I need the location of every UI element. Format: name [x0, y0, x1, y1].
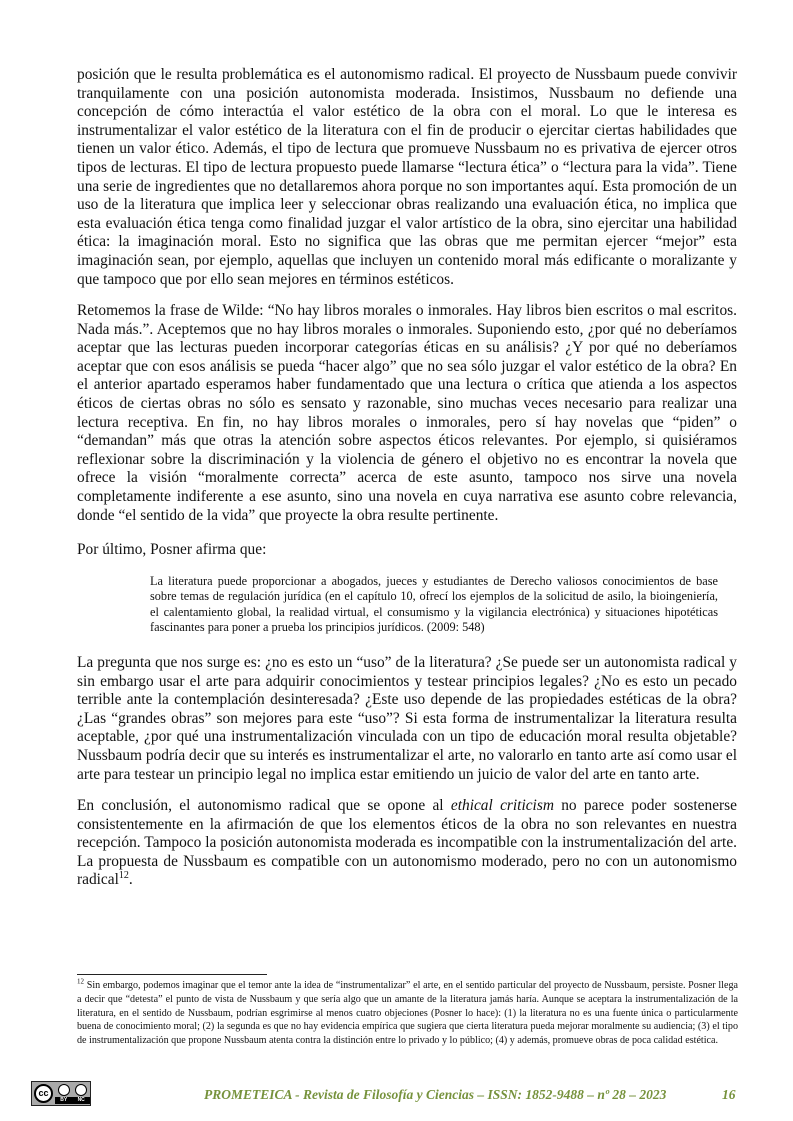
body-paragraph-3: Por último, Posner afirma que: — [77, 541, 267, 558]
paragraph-5-text-start: En conclusión, el autonomismo radical que se opone al — [77, 797, 451, 814]
body-paragraph-2: Retomemos la frase de Wilde: “No hay libros morales o inmorales. Hay libros bien escritos o mal escritos. Nada más.”. Aceptemos que no hay libros morales o inmorales. Suponiendo esto, ¿por qué no deberíamos aceptar que las lecturas pueden incorporar categorías éticas en su análisis? ¿Y por qué no deberíamos aceptar que con esos análisis se pueda “hacer algo” que no sea sólo juzgar el valor estético de la obra? En el anterior apartado esperamos haber fundamentado que una lectura o crítica que atienda a los aspectos éticos de ciertas obras no sólo es sensato y razonable, sino muchas veces necesario para realizar una lectura receptiva. En fin, no hay libros morales o inmorales, pero sí hay novelas que “piden” o “demandan” más que otras la atención sobre aspectos éticos relevantes. Por ejemplo, si quisiéramos reflexionar sobre la discriminación y la violencia de género el objetivo no es encontrar la novela que ofrece la visión “moralmente correcta” acerca de este asunto, tampoco nos sirve una novela completamente indiferente a ese asunto, sino una novela en cuya narrativa ese asunto cobre relevancia, donde “el sentido de la vida” que proyecte la obra resulte pertinente. — [77, 302, 737, 524]
page-number: 16 — [722, 1087, 736, 1102]
footnote-12 — [77, 979, 738, 1048]
cc-icon: cc — [34, 1084, 53, 1103]
footnote-reference[interactable]: 12 — [118, 870, 129, 882]
ethical-criticism-term: ethical criticism — [450, 797, 554, 814]
paragraph-5-text-end: no parece poder sostenerse consistentemente en la afirmación de que los elementos éticos de la obra no son relevantes en nuestra recepción. Tampoco la posición autonomista moderada es incompatible con la instrumentalización del arte. La propuesta de Nussbaum es compatible con un autonomismo moderado, pero no con un autonomismo radical — [77, 797, 737, 889]
paragraph-5-period: . — [128, 871, 133, 889]
by-label: BY — [60, 1097, 68, 1103]
body-paragraph-1: posición que le resulta problemática es el autonomismo radical. El proyecto de Nussbaum puede convivir tranquilamente con una posición autonomista moderada. Insistimos, Nussbaum no defiende una concepción de cómo interactúa el valor estético de la obra con el moral. Lo que le interesa es instrumentalizar el valor estético de la literatura con el fin de producir o ejercitar ciertas habilidades que tienen un valor ético. Además, el tipo de lectura que promueve Nussbaum no es privativa de ejercer otros tipos de lecturas. El tipo de lectura propuesto puede llamarse “lectura ética” o “lectura para la vida”. Tiene una serie de ingredientes que no detallaremos ahora porque no son importantes aquí. Esta promoción de un uso de la literatura que implica leer y seleccionar obras realizando una evaluación ética, no implica que esta evaluación ética tenga como finalidad juzgar el valor artístico de la obra, sino ejercitar una habilidad ética: la imaginación moral. Esto no significa que las obras que me permitan ejercer “mejor” esta imaginación sean, por ejemplo, aquellas que incluyen un contenido moral más edificante o moralizante y que tampoco que por ello sean mejores en términos estéticos. — [77, 66, 737, 288]
attribution-icon — [58, 1084, 70, 1096]
journal-footer: PROMETEICA - Revista de Filosofía y Ciencias – ISSN: 1852-9488 – nº 28 – 2023 — [204, 1087, 667, 1102]
nc-label: NC — [77, 1097, 85, 1103]
body-paragraph-4: La pregunta que nos surge es: ¿no es esto un “uso” de la literatura? ¿Se puede ser un autonomista radical y sin embargo usar el arte para adquirir conocimientos y testear principios legales? ¿No es esto un pecado terrible ante la contemplación desinteresada? ¿Este uso depende de las propiedades estéticas de la obra? ¿Las “grandes obras” son mejores para este “uso”? Si esta forma de instrumentalizar la literatura resulta aceptable, ¿por qué una instrumentalización vinculada con un tipo de educación moral resulta objetable? Nussbaum podría decir que su interés es instrumentalizar el arte, no valorarlo en tanto arte así como usar el arte para testear un principio legal no implica estar emitiendo un juicio de valor del arte en tanto arte. — [77, 654, 737, 783]
block-quote: La literatura puede proporcionar a abogados, jueces y estudiantes de Derecho valiosos conocimientos de base sobre temas de regulación jurídica (en el capítulo 10, ofrecí los ejemplos de la solicitud de asilo, la bioingeniería, el calentamiento global, la realidad virtual, el consumismo y la vigilancia electrónica) y situaciones hipotéticas fascinantes para poner a prueba los principios jurídicos. (2009: 548) — [150, 574, 718, 635]
footnote-number: 12 — [77, 977, 84, 986]
creative-commons-license-badge[interactable] — [31, 1081, 91, 1106]
non-commercial-icon — [75, 1084, 87, 1096]
footnote-separator — [77, 974, 267, 975]
footnote-text: Sin embargo, podemos imaginar que el temor ante la idea de “instrumentalizar” el arte, en el sentido particular del proyecto de Nussbaum, persiste. Posner llega a decir que “detesta” el punto de vista de Nussbaum y que sería algo que un amante de la literatura jamás haría. Aunque se aceptara la instrumentalización de la literatura, en el sentido de Nussbaum, podrían esgrimirse al menos cuatro objeciones (Posner lo hace): (1) la literatura no es una fuente única o particularmente buena de conocimiento moral; (2) la segunda es que no hay evidencia empírica que sugiera que cierta literatura pueda mejorar moralmente su audiencia; (3) el tipo de instrumentalización que propone Nussbaum atenta contra la distinción entre lo privado y lo público; (4) y además, promueve obras de poca calidad estética. — [77, 980, 738, 1047]
body-paragraph-5 — [77, 797, 737, 890]
